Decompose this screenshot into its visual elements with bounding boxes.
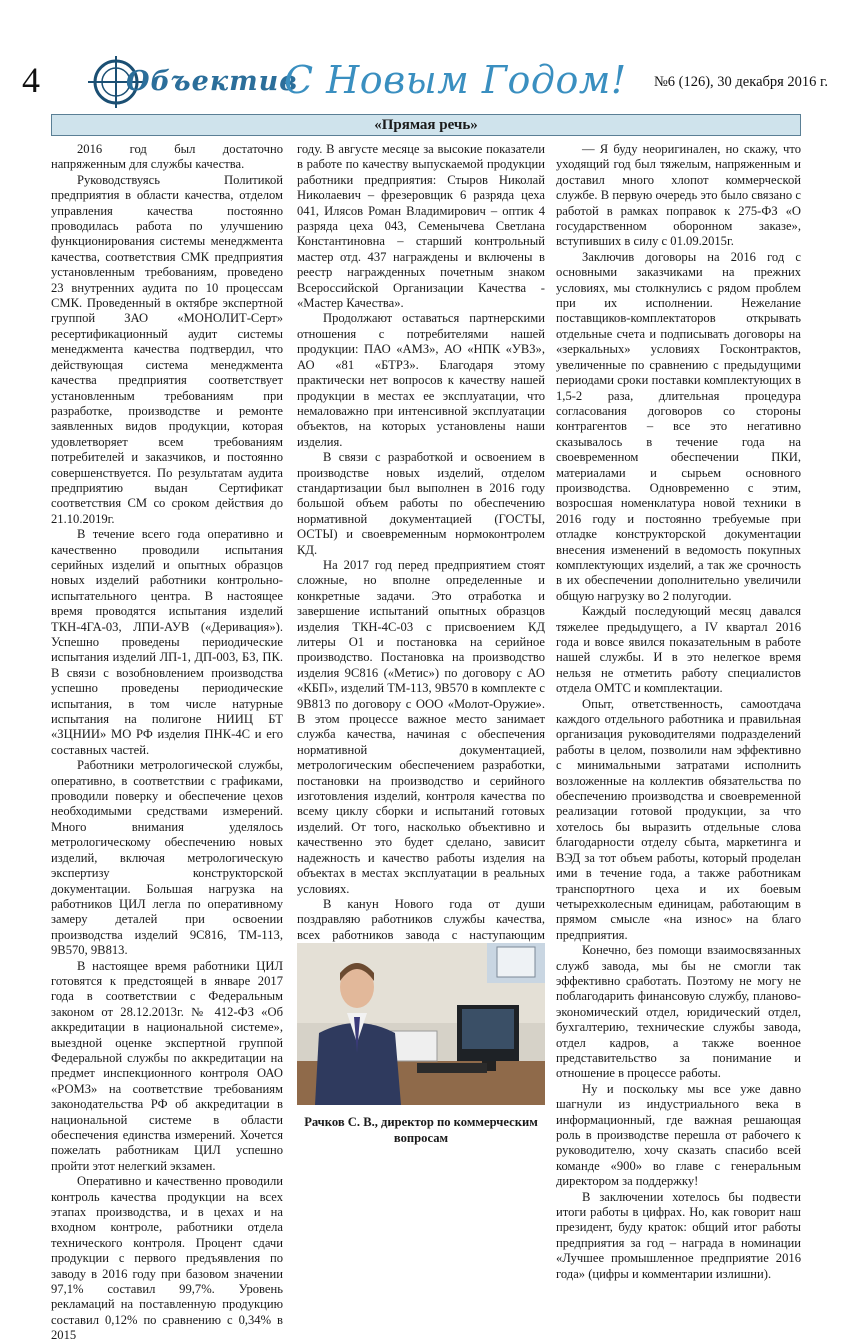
paragraph: — Я буду неоригинален, но скажу, что уходящий год был тяжелым, напряженным и доставил много хлопот коммерческой службе. В первую очередь это было связано с работой в рамках поправок к 275-ФЗ «О государственном оборонном заказе», вступивших в силу с 01.09.2015г. (556, 142, 801, 249)
section-title: «Прямая речь» (51, 114, 801, 136)
issue-info: №6 (126), 30 декабря 2016 г. (653, 74, 828, 90)
masthead (22, 52, 828, 110)
paragraph: На 2017 год перед предприятием стоят сложные, но вполне определенные и конкретные задачи. Это отработка и завершение испытаний опытных образцов изделия ТКН-4С-03 с присвоением КД литеры О1 и постановка на серийное производство. Постановка на производство изделия 9С816 («Метис») по договору с АО «КБП», изделий ТМ-113, 9В570 в комплекте с 9В813 по договору с ООО «Молот-Оружие». В этом процессе важное место занимает служба качества, начиная с обеспечения нормативной документацией, метрологическим обеспечением разработки, постановки на производство и серийного изготовления изделий, контроля качества по всему циклу сборки и испытаний готовых изделий. От того, насколько объективно и качественно это будет сделано, зависит надежность и качество работы изделия на объектах в местах эксплуатации в реальных условиях. (297, 557, 545, 896)
paragraph: Заключив договоры на 2016 год с основными заказчиками на прежних условиях, мы столкнулись с рядом проблем при их исполнении. Нежелание поставщиков-комплектаторов открывать отдельные счета и подписывать договоры на «зеркальных» условиях Госконтрактов, увеличенные по сравнению с предыдущими периодами сроки поставки комплектующих в 1,5-2 раза, длительная процедура согласования договоров со стороны контрагентов – все это негативно сказывалось в течение года на своевременном обеспечении ПКИ, материалами и сырьем основного производства. Одновременно с этим, возросшая номенклатура новой техники в 2016 году и постоянно требуемые при отладке конструкторской документации внесения изменений в ведомость покупных комплектующих изделий, а так же срочность в их обеспечении дополнительно увеличили общую нагрузку во 2 полугодии. (556, 249, 801, 603)
paragraph: году. В августе месяце за высокие показатели в работе по качеству выпускаемой продукции работники предприятия: Стыров Николай Николаевич – фрезеровщик 6 разряда цеха 041, Илясов Роман Владимирович – оптик 4 разряда цеха 043, Семенычева Светлана Константиновна – старший контрольный мастер отд. 437 награждены и включены в реестр награжденных почетным знаком Всероссийской Организации Качества - «Мастер Качества». (297, 142, 545, 311)
holiday-greeting: С Новым Годом! (284, 58, 627, 102)
paragraph: Каждый последующий месяц давался тяжелее предыдущего, а IV квартал 2016 года и вовсе явился показательным в работе нашей службы. И в это нелегкое время нельзя не отметить работу специалистов отдела ОМТС и комплектации. (556, 604, 801, 696)
paragraph: Продолжают оставаться партнерскими отношения с потребителями нашей продукции: ПАО «АМЗ», АО «НПК «УВЗ», АО «81 «БТРЗ». Благодаря этому практически нет вопросов к качеству нашей продукции в местах ее эксплуатации, что немаловажно при интенсивной эксплуатации объектов, на которых установлены наши изделия. (297, 311, 545, 449)
paragraph: Оперативно и качественно проводили контроль качества продукции на всех этапах производства, и в цехах и на входном контроле, работники отдела технического контроля. Процент сдачи продукции с первого предъявления по заводу в 2016 году при базовом значении 97,1% составил 99,7%. Уровень рекламаций на поставленную продукцию составил 0,12% по сравнению с 0,34% в 2015 (51, 1174, 283, 1343)
page-number: 4 (22, 60, 40, 100)
article-column-3 (556, 142, 801, 1282)
office-photo-illustration (297, 943, 545, 1105)
paragraph: Опыт, ответственность, самоотдача каждого отдельного работника и правильная организация руководителями подразделений работы в целом, позволили нам эффективно с минимальными затратами исполнить возложенные на коллектив обязательства по обеспечению производства и своевременной реализации готовой продукции, за что хотелось бы выразить отдельные слова благодарности отделу сбыта, маркетинга и ВЭД за тот объем работы, который проделан ими в течение года, а также работникам транспортного цеха и их боевым четырехколесным единицам, работающим в прямом смысле «на износ» на благо предприятия. (556, 696, 801, 942)
paragraph: Работники метрологической службы, оперативно, в соответствии с графиками, проводили поверку и обеспечение цехов необходимыми средствами измерений. Много внимания уделялось метрологическому обеспечению новых изделий, включая метрологическую экспертизу конструкторской документации. Большая нагрузка на работников ЦИЛ легла по оперативному замеру деталей при освоении производства изделий 9С816, ТМ-113, 9В570, 9В813. (51, 758, 283, 958)
newspaper-logo (82, 54, 299, 110)
logo-text: Объектив (126, 66, 299, 97)
paragraph: В течение всего года оперативно и качественно проводили испытания серийных изделий и опытных образцов новых изделий работники контрольно-испытательного центра. В настоящее время проводятся испытания изделий ТКН-4ГА-03, ЛПИ-АУВ («Деривация»). Успешно проведены периодические испытания изделий ЛП-1, ДП-003, БЗ, ПК. В связи с возобновлением производства успешно проведены периодические испытания, в том числе натурные испытания на полигоне НИИЦ БТ «ЗЦНИИ» МО РФ изделия ПНК-4С и его составных частей. (51, 527, 283, 757)
paragraph: Ну и поскольку мы все уже давно шагнули из индустриального века в информационный, где важная решающая роль в производстве перешла от рабочего к руководителю, хочу сказать спасибо всей команде «900» во главе с генеральным директором за поддержку! (556, 1081, 801, 1189)
article-column-1 (51, 142, 283, 1344)
paragraph: В связи с разработкой и освоением в производстве новых изделий, отделом стандартизации был выполнен в 2016 году большой объем работы по обеспечению нормативной документацией (ГОСТЫ, ОСТЫ) и своевременным нормоконтролем КД. (297, 450, 545, 557)
paragraph: Руководствуясь Политикой предприятия в области качества, отделом управления качества постоянно проводилась работа по улучшению функционирования системы менеджмента качества, соответствия СМК предприятия установленным требованиям, проведено 23 внутренних аудита по 10 процессам СМК. Проведенный в октябре экспертной группой ЗАО «МОНОЛИТ-Серт» ресертификационный аудит системы менеджмента качества подтвердил, что действующая система менеджмента качества предприятия соответствует установленным требованиям при разработке, производстве и ремонте заявленных видов продукции, которая удовлетворяет всем требованиям потребителей и заказчиков, и постоянно совершенствуется. По результатам аудита предприятию выдан Сертификат соответствия СМ со сроком действия до 21.10.2019г. (51, 172, 283, 526)
paragraph: В канун Нового года от души поздравляю работников службы качества, всех работников завода с наступающим (297, 896, 545, 942)
paragraph: Конечно, без помощи взаимосвязанных служб завода, мы бы не смогли так эффективно сработать. Поэтому не могу не поблагодарить финансовую службу, планово-экономический отдел, юридический отдел, бухгалтерию, технические службы завода, отдел кадров, а также военное представительство за понимание и отношение в процессе работы. (556, 943, 801, 1081)
photo-caption: Рачков С. В., директор по коммерческим вопросам (304, 1115, 538, 1145)
paragraph: В заключении хотелось бы подвести итоги работы в цифрах. Но, как говорит наш президент, буду краток: общий итог работы предприятия за год – награда в номинации «Лучшее промышленное предприятие 2016 года» (цифры и комментарии излишни). (556, 1189, 801, 1281)
paragraph: 2016 год был достаточно напряженным для службы качества. (51, 142, 283, 172)
paragraph: В настоящее время работники ЦИЛ готовятся к предстоящей в январе 2017 года в соответствии с Федеральным законом от 28.12.2013г. № 412-ФЗ «Об аккредитации в национальной системе», выездной оценке экспертной группой Федеральной службы по аккредитации на предмет инспекционного контроля ОАО «РОМЗ» на соответствие требованиям законодательства РФ об аккредитации в национальной системе в области обеспечения единства измерений. Хочется пожелать работникам ЦИЛ успешно пройти этот нелегкий экзамен. (51, 958, 283, 1173)
portrait-photo (297, 943, 545, 1105)
